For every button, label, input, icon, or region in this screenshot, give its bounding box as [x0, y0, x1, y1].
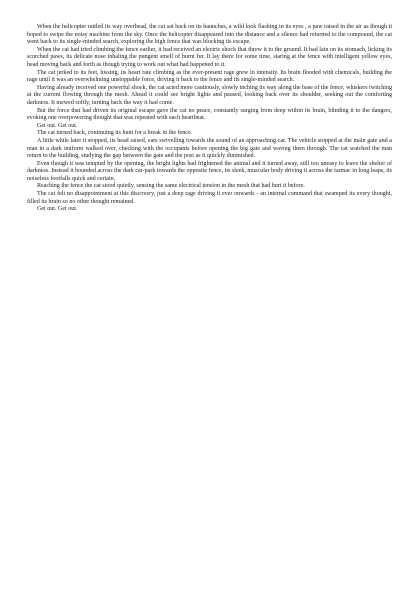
paragraph-8: A little while later it stopped, its head raised, ears swivelling towards the sound of an approaching car. The vehicle stopped at the main gate and a man in a dark uniform walked over, checking with the occupants before opening the big gate and waving them through. The cat watched the man return to the building, studying the gap between the gate and the post as it quickly diminished. — [27, 137, 392, 160]
paragraph-3: The cat jerked to its feet, hissing, its heart rate climbing as the ever-present rage grew in intensity. Its brain flooded with chemicals, building the rage until it was an overwhelming unstoppable force, driving it back to the fence and its single-minded search. — [27, 69, 392, 84]
paragraph-6: Get out. Get out. — [37, 122, 78, 129]
paragraph-1: When the helicopter rattled its way overhead, the cat sat back on its haunches, a wild look flashing in its eyes , a paw raised in the air as though it hoped to swipe the noisy machine from the sky. Once the helicopter disappeared into the distance and a silence had returned to the compound, the cat went back to its single-minded search, exploring the high fence that was blocking its escape. — [27, 24, 392, 46]
paragraph-10: Reaching the fence the cat stood quietly, sensing the same electrical tension in the mesh that had hurt it before. — [37, 183, 305, 190]
document-page — [27, 24, 392, 214]
paragraph-9: Even though it was tempted by the opening, the bright lights had frightened the animal and it turned away, still too uneasy to leave the shelter of darkness. Instead it bounded across the dark car-park towards the opposite fence, its sleek, muscular body driving it across the tarmac in long leaps, its noiseless footfalls quick and certain. — [27, 160, 392, 182]
paragraph-12: Get out. Get out. — [37, 206, 78, 213]
paragraph-4: Having already received one powerful shock, the cat acted more cautiously, slowly inching its way along the base of the fence, whiskers twitching at the current flowing through the mesh. Ahead it could see bright lights and paused, looking back over its shoulder, seeking out the comforting darkness. It mewed softly, turning back the way it had come. — [27, 84, 392, 106]
paragraph-5: But the force that had driven its original escape gave the cat no peace, constantly surging from deep within its brain, blinding it to the dangers, evoking one overpowering thought that was repeated with each heartbeat. — [27, 107, 392, 122]
paragraph-2: When the cat had tried climbing the fence earlier, it had received an electric shock that threw it to the ground. It had lain on its stomach, licking its scorched paws, its delicate nose inhaling the pungent smell of burnt fur. It lay there for some time, staring at the fence with intelligent yellow eyes, head moving back and forth as though trying to work out what had happened to it. — [27, 46, 392, 68]
paragraph-7: The cat turned back, continuing its hunt for a break in the fence. — [37, 130, 193, 137]
paragraph-11: The cat felt no disappointment at this discovery, just a deep rage driving it ever onwards - an internal command that swamped its every thought, filled its brain so no other thought remained. — [27, 191, 392, 205]
